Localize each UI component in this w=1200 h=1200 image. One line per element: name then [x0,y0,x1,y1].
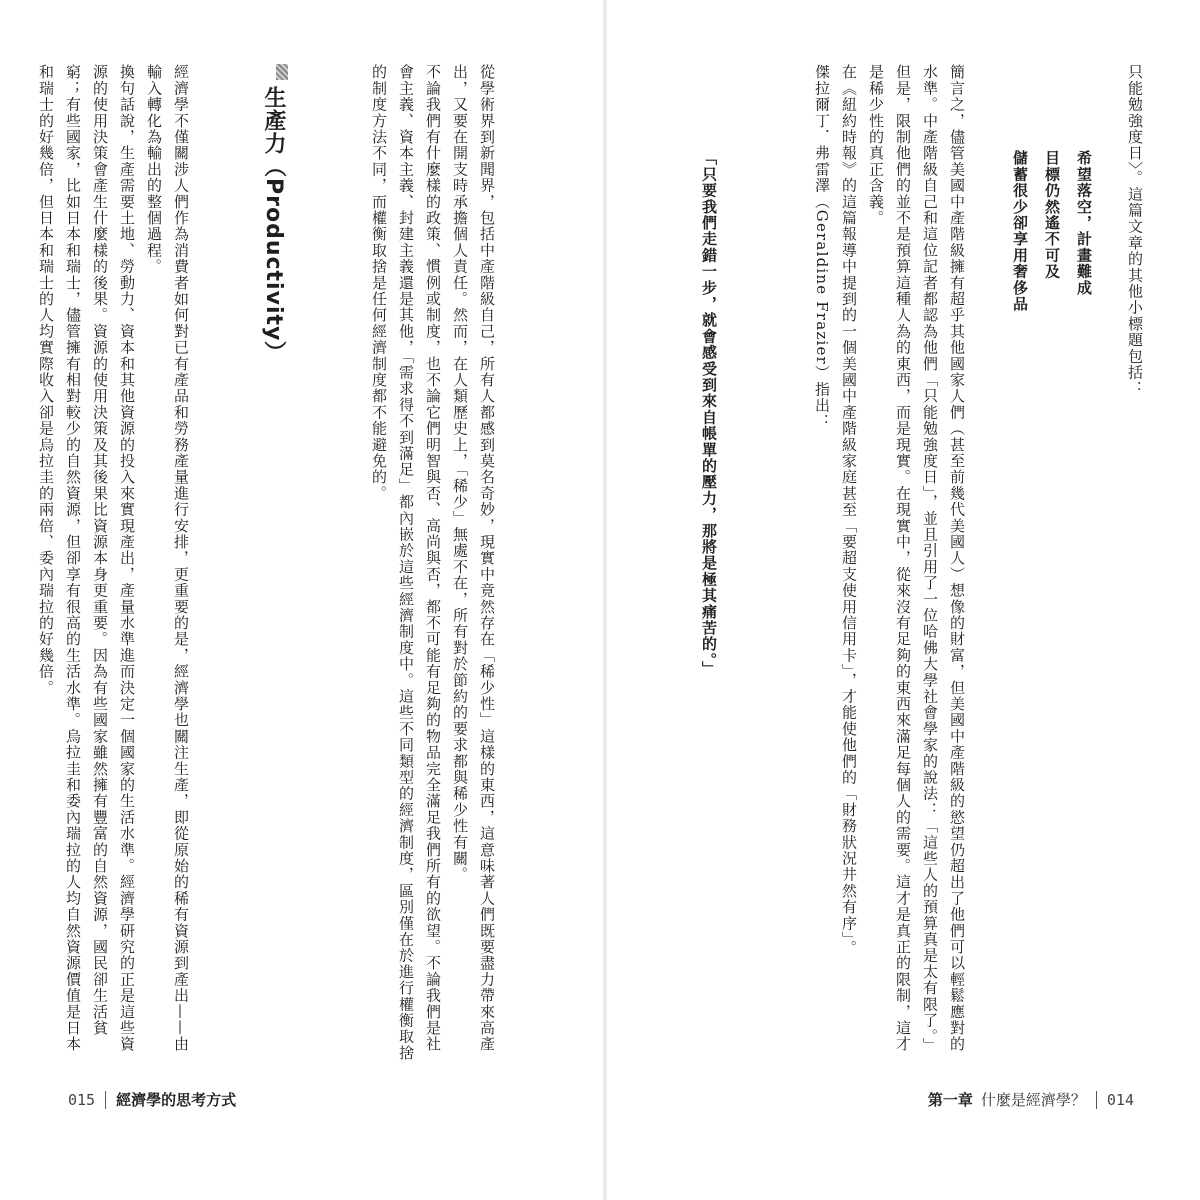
list-item: 目標仍然遙不可及 [1043,150,1061,280]
paragraph: 換句話說，生產需要土地、勞動力、資本和其他資源的投入來實現產出，產量水準進而決定一個國家的生活水準。經濟學研究的正是這些資源的使用決策會產生什麼樣的後果。資源的使用決策及其後果比資源本身更重要。因為有些國家雖然擁有豐富的自然資源，國民卻生活貧窮；有些國家，比如日本和瑞士，儘管擁有相對較少的自然資源，但卻享有很高的生活水準。烏拉圭和委內瑞拉的人均自然資源價值是日本和瑞士的好幾倍，但日本和瑞士的人均實際收入卻是烏拉圭的兩倍、委內瑞拉的好幾倍。 [37,64,136,1053]
running-title: 經濟學的思考方式 [116,1091,237,1109]
list-item: 希望落空，計畫難成 [1075,150,1093,296]
paragraph: 經濟學不僅關涉人們作為消費者如何對已有產品和勞務產量進行安排，更重要的是，經濟學也關注生產，即從原始的稀有資源到產出——由輸入轉化為輸出的整個過程。 [145,64,190,1053]
right-page-intro [1118,64,1148,1064]
paragraph: 在《紐約時報》的這篇報導中提到的一個美國中產階級家庭甚至「要超支使用信用卡」，才能使他們的「財務狀況井然有序」。 [840,64,858,957]
section-heading [248,64,288,484]
left-page-body-bottom [34,64,194,1064]
paragraph: 只能勉強度日〉。這篇文章的其他小標題包括： [1126,64,1144,397]
chapter-label: 第一章 [927,1091,973,1109]
footer-divider [1096,1091,1097,1109]
left-page-body-top [370,64,500,1064]
section-heading-text: 生產力（Productivity） [261,86,286,365]
subtitle-list [990,150,1100,450]
paragraph: 不論我們有什麼樣的政策、慣例或制度，也不論它們明智與否、高尚與否，都不可能有足夠的物品完全滿足我們所有的欲望。不論我們是社會主義、資本主義、封建主義還是其他，「需求得不到滿足」都內嵌於這些經濟制度中。這些不同類型的經濟制度，區別僅在於進行權衡取捨的制度方法不同，而權衡取捨是任何經濟制度都不能避免的。 [370,64,442,1061]
chapter-title: 什麼是經濟學？ [980,1091,1086,1109]
footer-divider [105,1091,106,1109]
right-page-body [690,64,970,1064]
list-item: 儲蓄很少卻享用奢侈品 [1011,150,1029,312]
right-page [606,0,1200,1200]
block-quote [682,150,722,930]
left-page-footer [68,1088,236,1112]
paragraph: 簡言之，儘管美國中產階級擁有超乎其他國家人們（甚至前幾代美國人）想像的財富，但美國中產階級的慾望仍超出了他們可以輕鬆應對的水準。中產階級自己和這位記者都認為他們「只能勉強度日」，並且引用了一位哈佛大學社會學家的說法：「這些人的預算真是太有限了。」但是，限制他們的並不是預算這種人為的東西，而是現實。在現實中，從來沒有足夠的東西來滿足每個人的需要。這才是真正的限制，這才是稀少性的真正含義。 [867,64,966,1054]
page-number: 015 [68,1091,96,1109]
quote-text: 「只要我們走錯一步，就會感受到來自帳單的壓力，那將是極其痛苦的。」 [700,150,718,678]
page-number: 014 [1106,1091,1134,1109]
paragraph: 從學術界到新聞界，包括中產階級自己，所有人都感到莫名奇妙，現實中竟然存在「稀少性」這樣的東西，這意味著人們既要盡力帶來高產出，又要在開支時承擔個人責任。然而，在人類歷史上，「稀少」無處不在，所有對於節約的要求都與稀少性有關。 [451,64,496,1053]
paragraph: 傑拉爾丁．弗雷澤（Geraldine Frazier）指出： [813,64,831,430]
right-page-footer [928,1088,1134,1112]
